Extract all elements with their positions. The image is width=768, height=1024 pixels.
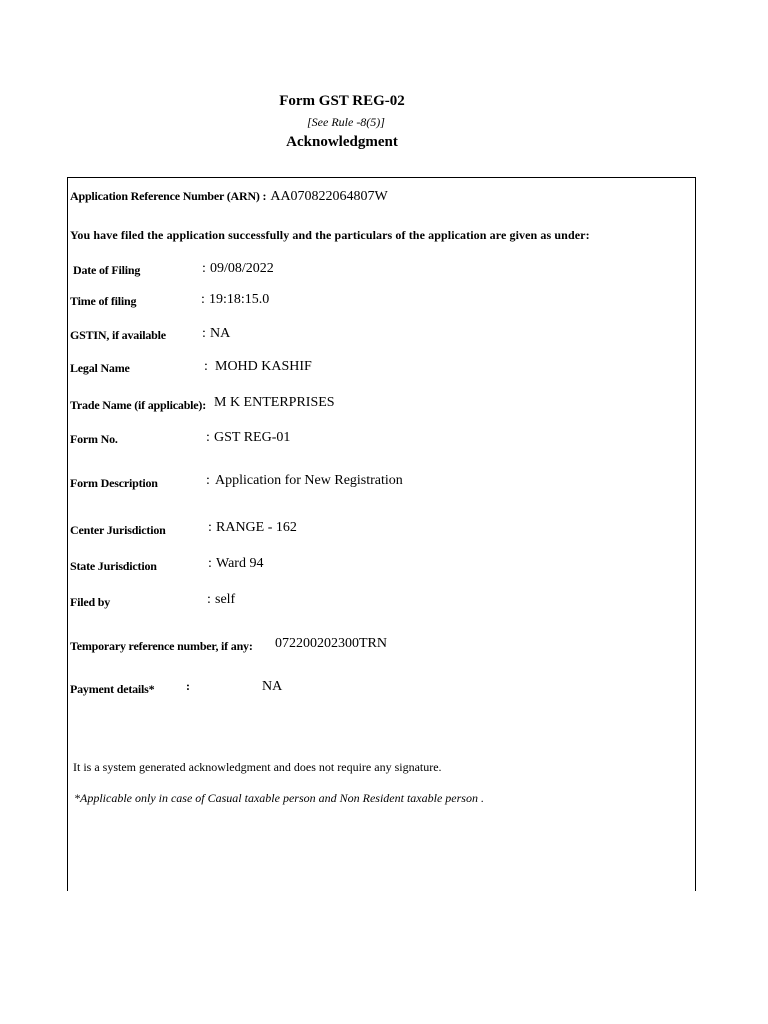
field-row-temporary-reference xyxy=(70,637,253,655)
field-separator: : xyxy=(208,556,212,571)
field-row-date-of-filing xyxy=(73,261,140,279)
field-value-center-jurisdiction: RANGE - 162 xyxy=(216,520,297,535)
field-row-time-of-filing xyxy=(70,292,136,310)
field-value-date-of-filing: 09/08/2022 xyxy=(210,261,274,276)
field-separator: : xyxy=(206,473,210,488)
field-row-filed-by xyxy=(70,593,110,611)
field-value-filed-by: self xyxy=(215,592,236,607)
field-value-time-of-filing: 19:18:15.0 xyxy=(209,292,270,307)
field-separator: : xyxy=(208,520,212,535)
field-row-gstin xyxy=(70,326,166,344)
field-separator: : xyxy=(206,430,210,445)
field-label: Payment details* xyxy=(70,682,155,696)
field-separator: : xyxy=(207,592,211,607)
arn-label: Application Reference Number (ARN) : xyxy=(70,189,267,203)
field-value-legal-name: MOHD KASHIF xyxy=(215,359,312,374)
field-row-form-description xyxy=(70,474,158,492)
field-row-form-no xyxy=(70,430,118,448)
field-label: Temporary reference number, if any: xyxy=(70,639,253,653)
field-label: GSTIN, if available xyxy=(70,328,166,342)
field-separator: : xyxy=(204,359,208,374)
field-value-gstin: NA xyxy=(210,326,231,341)
field-label: Center Jurisdiction xyxy=(70,523,166,537)
field-row-center-jurisdiction xyxy=(70,521,166,539)
field-separator: : xyxy=(201,292,205,307)
field-value-form-no: GST REG-01 xyxy=(214,430,291,445)
arn-row xyxy=(70,187,388,205)
field-label: Filed by xyxy=(70,595,111,609)
intro-text: You have filed the application successfully and the particulars of the application are given as under: xyxy=(70,228,590,242)
field-separator: : xyxy=(202,326,206,341)
field-label: Date of Filing xyxy=(73,263,141,277)
field-separator: : xyxy=(202,261,206,276)
field-label: Time of filing xyxy=(70,294,137,308)
field-value-trade-name: M K ENTERPRISES xyxy=(214,395,335,410)
field-value-state-jurisdiction: Ward 94 xyxy=(216,556,264,571)
form-title: Form GST REG-02 xyxy=(279,93,405,109)
system-generated-note: It is a system generated acknowledgment and does not require any signature. xyxy=(73,760,442,774)
field-value-payment-details: NA xyxy=(262,679,283,694)
field-value-form-description: Application for New Registration xyxy=(215,473,403,488)
field-label: Form No. xyxy=(70,432,118,446)
field-row-payment-details xyxy=(70,680,154,698)
field-value-temporary-reference: 072200202300TRN xyxy=(275,636,387,651)
form-subtitle: Acknowledgment xyxy=(286,134,398,150)
field-separator: : xyxy=(186,679,190,693)
field-label: Legal Name xyxy=(70,361,130,375)
field-row-state-jurisdiction xyxy=(70,557,157,575)
form-rule-reference: [See Rule -8(5)] xyxy=(307,115,385,129)
field-row-legal-name xyxy=(70,359,130,377)
field-row-trade-name xyxy=(70,396,206,414)
field-label: Form Description xyxy=(70,476,158,490)
applicable-footnote: *Applicable only in case of Casual taxable person and Non Resident taxable person . xyxy=(74,791,484,805)
field-label: Trade Name (if applicable): xyxy=(70,398,207,412)
field-label: State Jurisdiction xyxy=(70,559,157,573)
arn-value: AA070822064807W xyxy=(270,189,388,204)
